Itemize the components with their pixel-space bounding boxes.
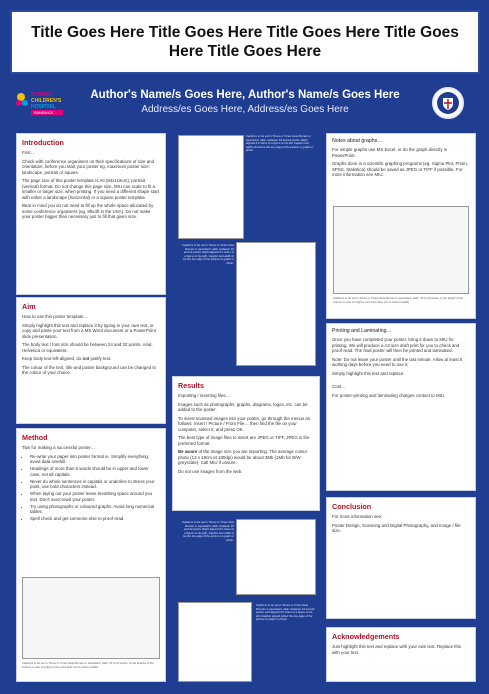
- author-names: Author's Name/s Goes Here, Author's Name/s Goes Here: [90, 89, 400, 101]
- printing-heading: Printing and Laminating…: [332, 328, 392, 334]
- university-crest-icon: [432, 87, 464, 119]
- figure-caption: Captions to be set in Times or Times New Roman or equivalent, italic, between 18 and 24 points. Right aligned if it refers to a figure on its right. Caption text width to be the top edge of the picture or graph or photo.: [182, 520, 234, 542]
- conclusion-heading: Conclusion: [332, 502, 372, 511]
- list-item: • Try using photographs or coloured graphs. Avoid long numerical tables.: [30, 504, 160, 515]
- printing-panel: [326, 323, 476, 491]
- aim-heading: Aim: [22, 302, 36, 311]
- introduction-text: Bear in mind you do not need to fill up the whole space allocated by some conference organisers (eg. 8ftx4ft in the USA). Do not make your poster bigger than necessary just to fill that given size.: [22, 203, 154, 219]
- list-item: • Spell check and get someone else to proof-read.: [30, 516, 160, 522]
- results-heading: Results: [178, 381, 204, 390]
- printing-text: Note: Do not leave your poster until the last minute. Allow at least 5 working days before you need to use it.: [332, 356, 463, 367]
- notes-text: For simple graphs use MS Excel, or do the graph directly in PowerPoint.: [332, 147, 448, 158]
- results-text: The best type of image files to insert are JPEG or TIFF, JPEG is the preferred format.: [178, 435, 310, 446]
- figure-placeholder: [178, 602, 252, 682]
- method-panel: [16, 428, 166, 682]
- method-list: [22, 454, 160, 522]
- conclusion-text: For more information see:: [332, 514, 383, 519]
- conclusion-panel: [326, 497, 476, 619]
- aim-text: Simply highlight this text and replace it by typing in your own text, or copy and paste your text from a MS Word document or a PowerPoint slide presentation.: [22, 322, 156, 339]
- list-item: • Re-write your paper into poster format ie. Simplify everything, avoid data overkill.: [30, 454, 160, 465]
- results-text-part: of the image size you are importing. The average colour photo (13 x 18cm at 180dpi) would be about 3Mb (1Mb for B/W greyscale). Call MIU if unsure.: [178, 449, 308, 465]
- svg-text:HOSPITAL: HOSPITAL: [31, 104, 56, 110]
- aim-text: How to use this poster template…: [22, 314, 88, 319]
- aim-text-part: Keep body text left-aligned, do: [22, 356, 83, 361]
- notes-text: Graphs done in a scientific graphing programs (eg. Sigma Plot, Prism, SPSS, Statistica) should be saved as JPEG or TIFF if possible. For more information see MIU.: [332, 161, 468, 177]
- svg-text:CHILDREN'S: CHILDREN'S: [31, 98, 62, 104]
- results-text: To insert scanned images into your poster, go through the menus as follows: Insert / Picture / From File… then find the file on your computer, select it, and press OK.: [178, 415, 311, 432]
- figure-caption: Captions to be set in Times or Times New Roman or equivalent, italic, between 18 and 24 points. Right aligned if it refers to a figure on its right. Caption text width to be the top edge of the picture or graph or photo.: [182, 243, 234, 265]
- acknowledgements-panel: [326, 627, 476, 682]
- svg-text:SYDNEY: SYDNEY: [31, 92, 52, 98]
- introduction-panel: [16, 133, 166, 295]
- figure-placeholder: [22, 577, 160, 659]
- introduction-text: First…: [22, 150, 35, 155]
- method-heading: Method: [22, 433, 48, 442]
- printing-text: Once you have completed your poster, bring it down to MIU for printing. We will produce a A3 size draft print for you to check and proof-read. The final poster will then be printed and laminated.: [332, 337, 460, 353]
- aim-text: The body text / font size should be between 24 and 32 points. Arial, Helvetica or equivalent.: [22, 342, 153, 353]
- figure-caption: Captions to be set in Times or Times New Roman or equivalent, italic, between 18 and 24 points. Right aligned if it refers to a figure on its left. Caption text width should be the top edge of the picture or graph or photo.: [246, 134, 314, 152]
- results-text: Do not use images from the web.: [178, 468, 243, 474]
- notes-panel: [326, 133, 476, 319]
- hospital-logo: [14, 88, 76, 118]
- author-addresses: Address/es Goes Here, Address/es Goes Here: [141, 104, 349, 115]
- aim-text-bold: not: [82, 356, 90, 361]
- introduction-heading: Introduction: [22, 138, 64, 147]
- list-item: • When laying out your poster leave breathing space around you text. Don't overcrowd your poster.: [30, 491, 160, 502]
- acknowledgements-heading: Acknowledgements: [332, 632, 400, 641]
- aim-text: The colour of the text, title and poster background can be changed to the colour of your choice.: [22, 364, 157, 375]
- figure-placeholder: [236, 242, 316, 366]
- results-panel: [172, 376, 320, 511]
- figure-caption: Captions to be set in Times or Times New Roman or equivalent, italic, 18 to 24 points. to the length of the column or size of a figure (not more than 1/2 of column width).: [333, 296, 464, 304]
- results-text: Importing / inserting files…: [178, 393, 230, 398]
- results-text: [178, 449, 314, 466]
- acknowledgements-text: Just highlight this text and replace with your own text. Replace this with your text.: [332, 644, 462, 655]
- aim-panel: [16, 297, 166, 424]
- figure-caption: Captions to be set in Times or Times New Roman or equivalent, italic, between 18 and 24 points. Left aligned if it refers to a figure on its left. Caption should reflect the top edge of the picture or graph or photo.: [256, 603, 315, 621]
- list-item: • Never do whole sentences in capitals or underline to stress your point, use bold characters instead.: [30, 479, 160, 490]
- poster-title: Title Goes Here Title Goes Here Title Goes Here Title Goes Here Title Goes Here: [31, 24, 459, 60]
- figure-caption: Captions to be set in Times or Times New Roman or equivalent, italic, 18 to 24 points. to the lenaths of the column or size of a figure (not more than 1/2 of column width).: [22, 661, 154, 669]
- results-text: Images such as photographs, graphs, diagrams, logos, etc, can be added to the poster.: [178, 401, 308, 412]
- results-text-bold: Be aware: [178, 449, 198, 454]
- printing-text: For poster-printing and laminating charges contact to MIU.: [332, 392, 446, 398]
- figure-placeholder: [333, 206, 469, 294]
- conclusion-text: Poster Design, Scanning and Digital Photography, and Image / file size.: [332, 522, 461, 533]
- method-intro: Tips for making a successful poster…: [22, 445, 96, 450]
- printing-text: Cost…: [332, 384, 346, 389]
- notes-heading: Notes about graphs…: [332, 138, 383, 144]
- aim-text-part: justify text.: [89, 356, 112, 361]
- figure-placeholder: [178, 135, 244, 239]
- author-block: [80, 88, 410, 117]
- list-item: • Headings of more than 6 words should be in upper and lower case, not all capitals.: [30, 466, 160, 477]
- figure-placeholder: [236, 519, 316, 595]
- title-banner: [10, 10, 480, 74]
- printing-text: Simply highlight this text and replace.: [332, 370, 405, 376]
- aim-text: [22, 356, 160, 362]
- introduction-text: Check with conference organisers on their specifications of size and orientation, before you start your poster eg. maximum poster size; landscape, portrait or square.: [22, 158, 155, 175]
- svg-text:RANDWICK: RANDWICK: [34, 111, 54, 115]
- introduction-text: The page size of this poster template is A0 (84x119cm), portrait (vertical) format. Do not change this page size, MIU can scale to fit a smaller or larger size, when printing. If you need a different shape start with either a landscape (horizontal) or a square poster template.: [22, 178, 160, 200]
